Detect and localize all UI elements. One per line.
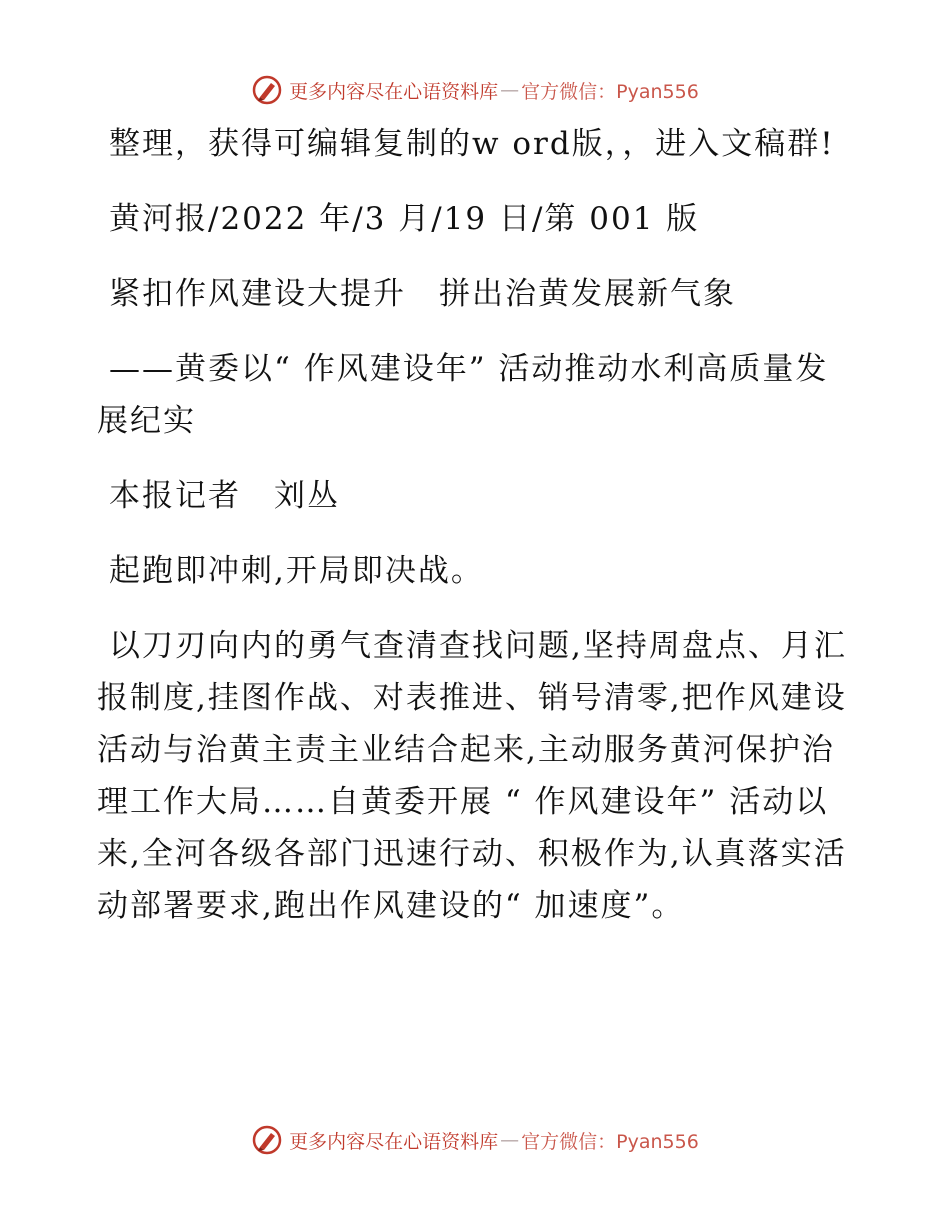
pen-logo-icon — [251, 1124, 283, 1156]
banner-wechat: 官方微信：Pyan556 — [521, 80, 699, 103]
pen-logo-icon — [251, 74, 283, 106]
banner-dash: — — [500, 1129, 520, 1151]
header-banner — [0, 70, 950, 110]
document-body — [97, 118, 857, 955]
paragraph-source: 黄河报/2022 年/3 月/19 日/第 001 版 — [109, 201, 700, 237]
banner-text: 更多内容尽在心语资料库 — [289, 1130, 499, 1153]
article-author: 本报记者 刘丛 — [109, 478, 340, 514]
article-title: 紧扣作风建设大提升 拼出治黄发展新气象 — [109, 276, 736, 312]
article-subtitle: ——黄委以“ 作风建设年” 活动推动水利高质量发展纪实 — [97, 351, 829, 439]
banner-dash: — — [500, 79, 520, 101]
paragraph-intro: 整理，获得可编辑复制的w ord版，，进入文稿群! — [109, 126, 835, 162]
paragraph-lead: 起跑即冲刺,开局即决战。 — [109, 553, 484, 589]
banner-wechat: 官方微信：Pyan556 — [521, 1130, 699, 1153]
banner-text: 更多内容尽在心语资料库 — [289, 80, 499, 103]
paragraph-body: 以刀刃向内的勇气查清查找问题,坚持周盘点、月汇报制度,挂图作战、对表推进、销号清零,把作风建设活动与治黄主责主业结合起来,主动服务黄河保护治理工作大局……自黄委开展 “ 作风建设年” 活动以来,全河各级各部门迅速行动、积极作为,认真落实活动部署要求,跑出作风建设的“ 加速度”。 — [97, 628, 847, 924]
footer-banner — [0, 1120, 950, 1160]
